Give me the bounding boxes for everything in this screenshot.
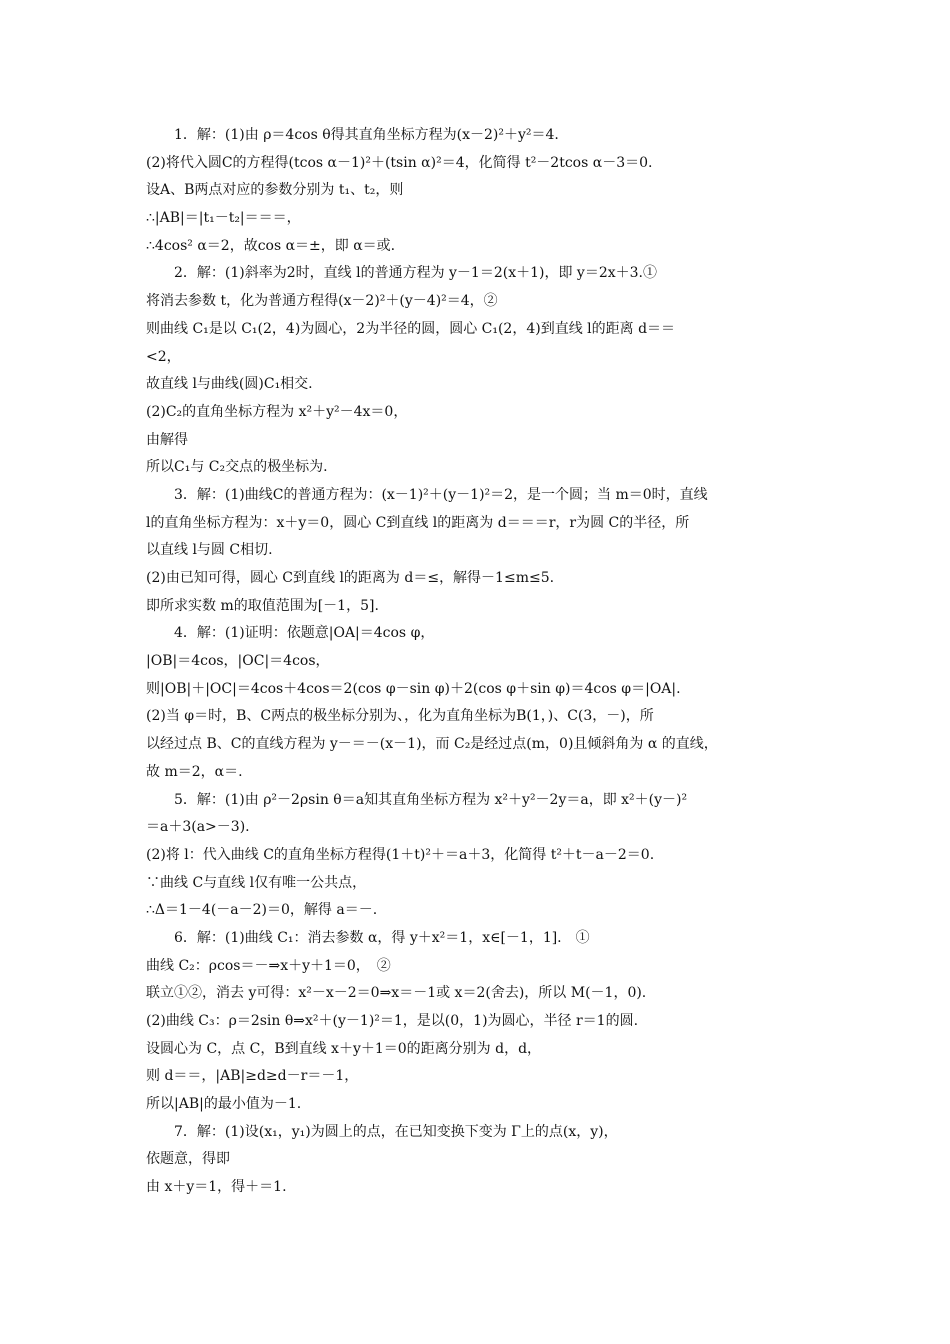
text-line: (2)曲线 C₃：ρ＝2sin θ⇒x²＋(y－1)²＝1，是以(0，1)为圆心，半径 r＝1的圆. xyxy=(146,1013,639,1029)
text-line: ∴4cos² α＝2，故cos α＝±，即 α＝或. xyxy=(146,237,396,254)
text-line: 4．解：(1)证明：依题意|OA|＝4cos φ， xyxy=(174,625,435,642)
text-line: 故 m＝2，α＝. xyxy=(146,763,243,780)
text-line: 所以|AB|的最小值为－1. xyxy=(146,1096,302,1113)
text-line: <2， xyxy=(146,348,181,365)
text-line: (2)当 φ＝时，B、C两点的极坐标分别为、，化为直角坐标为B(1，)、C(3，－)，所 xyxy=(146,708,654,725)
text-line: 由 x＋y＝1，得＋＝1. xyxy=(146,1179,287,1196)
text-line: 依题意，得即 xyxy=(146,1151,230,1168)
text-line: 曲线 C₂：ρcos＝－⇒x＋y＋1＝0， ② xyxy=(146,957,391,974)
text-line: 则曲线 C₁是以 C₁(2，4)为圆心，2为半径的圆，圆心 C₁(2，4)到直线 l的距离 d＝＝ xyxy=(146,320,676,337)
text-line: 设A、B两点对应的参数分别为 t₁、t₂，则 xyxy=(146,182,404,199)
text-line: 7．解：(1)设(x₁，y₁)为圆上的点，在已知变换下变为 Γ上的点(x，y)， xyxy=(174,1123,618,1140)
text-line: 以直线 l与圆 C相切. xyxy=(146,542,273,559)
text-line: 6．解：(1)曲线 C₁：消去参数 α，得 y＋x²＝1，x∈[－1，1]. ① xyxy=(174,929,590,946)
text-line: 1．解：(1)由 ρ＝4cos θ得其直角坐标方程为(x－2)²＋y²＝4. xyxy=(174,127,559,143)
text-line: 所以C₁与 C₂交点的极坐标为. xyxy=(146,459,328,476)
text-line: ＝a＋3(a>－3). xyxy=(146,819,250,836)
text-line: 5．解：(1)由 ρ²－2ρsin θ＝a知其直角坐标方程为 x²＋y²－2y＝a，即 x²＋(y－)² xyxy=(174,791,688,808)
text-line: 则 d＝＝，|AB|≥d≥d－r＝－1， xyxy=(146,1068,359,1085)
text-line: (2)将代入圆C的方程得(tcos α－1)²＋(tsin α)²＝4，化简得 t²－2tcos α－3＝0. xyxy=(146,154,653,171)
text-line: l的直角坐标方程为：x＋y＝0，圆心 C到直线 l的距离为 d＝＝＝r，r为圆 C的半径，所 xyxy=(146,514,690,531)
text-line: (2)将 l：代入曲线 C的直角坐标方程得(1＋t)²＋＝a＋3，化简得 t²＋t－a－2＝0. xyxy=(146,846,655,863)
text-line: ∴|AB|＝|t₁－t₂|＝＝＝， xyxy=(146,210,301,227)
text-line: 3．解：(1)曲线C的普通方程为：(x－1)²＋(y－1)²＝2，是一个圆；当 m＝0时，直线 xyxy=(174,486,708,503)
text-line: 故直线 l与曲线(圆)C₁相交. xyxy=(146,376,313,393)
text-line: (2)C₂的直角坐标方程为 x²＋y²－4x＝0， xyxy=(146,403,408,420)
text-line: 则|OB|＋|OC|＝4cos＋4cos＝2(cos φ－sin φ)＋2(cos φ＋sin φ)＝4cos φ＝|OA|. xyxy=(146,680,681,697)
text-line: 联立①②，消去 y可得：x²－x－2＝0⇒x＝－1或 x＝2(舍去)，所以 M(－1，0). xyxy=(146,985,647,1002)
text-line: (2)由已知可得，圆心 C到直线 l的距离为 d＝≤，解得－1≤m≤5. xyxy=(146,570,555,586)
text-line: |OB|＝4cos，|OC|＝4cos， xyxy=(146,653,330,670)
text-line: 将消去参数 t，化为普通方程得(x－2)²＋(y－4)²＝4，② xyxy=(146,293,498,310)
text-line: ∴Δ＝1－4(－a－2)＝0，解得 a＝－. xyxy=(146,902,378,919)
text-line: ∵曲线 C与直线 l仅有唯一公共点， xyxy=(146,874,367,891)
text-line: 由解得 xyxy=(146,431,188,448)
text-line: 即所求实数 m的取值范围为[－1，5]. xyxy=(146,597,379,614)
document-page xyxy=(146,122,810,1202)
text-line: 2．解：(1)斜率为2时，直线 l的普通方程为 y－1＝2(x＋1)，即 y＝2x＋3.① xyxy=(174,265,657,282)
text-line: 以经过点 B、C的直线方程为 y－＝－(x－1)，而 C₂是经过点(m，0)且倾斜角为 α 的直线， xyxy=(146,736,718,753)
text-line: 设圆心为 C，点 C，B到直线 x＋y＋1＝0的距离分别为 d，d， xyxy=(146,1040,542,1057)
